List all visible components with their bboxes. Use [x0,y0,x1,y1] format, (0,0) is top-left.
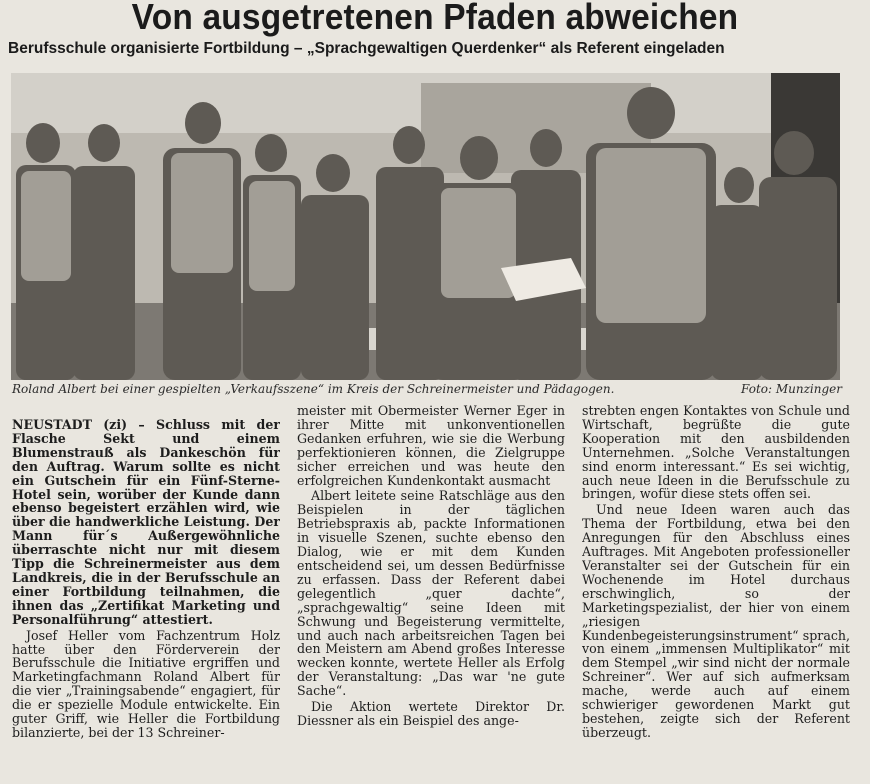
photo-caption: Roland Albert bei einer gespielten „Verkaufsszene“ im Kreis der Schreinermeister und Pädagogen. [12,382,615,396]
body-paragraph: Und neue Ideen waren auch das Thema der Fortbildung, etwa bei den Anregungen für den Abschluss eines Auftrages. Mit Angeboten professioneller Veranstalter sei der Gutschein für ein Wochenende im Hotel durchaus erschwinglich, so der Marketingspezialist, der hier von einem „riesigen Kundenbegeisterungsinstrument“ sprach, von einem „immensen Multiplikator“ mit dem Stempel „wir sind nicht der normale Schreiner“. Wer auf sich aufmerksam mache, werde auch auf einem schwieriger gewordenen Markt gut bestehen, zeigte sich der Referent überzeugt. [582,502,850,740]
article-column-3 [582,404,850,764]
body-paragraph: Die Aktion wertete Direktor Dr. Diessner als ein Beispiel des ange- [297,699,565,728]
article-column-1 [12,418,280,778]
body-paragraph: Albert leitete seine Ratschläge aus den Beispielen in der täglichen Betriebspraxis ab, packte Informationen in visuelle Szenen, suchte ebenso den Dialog, wie er mit dem Kunden entscheidend sei, um dessen Bedürfnisse zu erfassen. Dass der Referent dabei gelegentlich „quer dachte“, „sprachgewaltig“ seine Ideen mit Schwung und Begeisterung vermittelte, und auch nach arbeitsreichen Tagen bei den Meistern am Abend großes Interesse wecken konnte, wertete Heller als Erfolg der Veranstaltung: „Das war 'ne gute Sache“. [297,488,565,699]
article-column-2 [297,404,565,764]
body-paragraph: meister mit Obermeister Werner Eger in ihrer Mitte mit unkonventionellen Gedanken erfuhren, wie sie die Werbung perfektionieren können, die Zielgruppe sicher erreichen und was heute den erfolgreichen Kundenkontakt ausmacht [297,404,565,488]
body-paragraph: Josef Heller vom Fachzentrum Holz hatte über den Förderverein der Berufsschule die Initiative ergriffen und Marketingfachmann Roland Albert für die vier „Trainingsabende“ engagiert, für die er spezielle Module entwickelte. Ein guter Griff, wie Heller die Fortbildung bilanzierte, bei der 13 Schreiner- [12,627,280,740]
photo-credit: Foto: Munzinger [741,382,842,396]
headline: Von ausgetretenen Pfaden abweichen [131,0,739,37]
photo-caption-bar [12,382,842,400]
lead-text: Schluss mit der Flasche Sekt und einem Blumenstrauß als Dankeschön für den Auftrag. Warum sollte es nicht ein Gutschein für ein Fünf-Sterne-Hotel sein, worüber der Kunde dann ebenso begeistert erzählen wird, wie über die handwerkliche Leistung. Der Mann für´s Außergewöhnliche überraschte nicht nur mit diesem Tipp die Schreinermeister aus dem Landkreis, die in der Berufsschule an einer Fortbildung teilnahmen, die ihnen das „Zertifikat Marketing und Personalführung“ attestiert. [12,418,280,627]
lead-paragraph [12,418,280,627]
article-photo [11,73,840,380]
group-photo-illustration [11,73,840,380]
dateline: NEUSTADT (zi) – [12,418,145,432]
body-paragraph: strebten engen Kontaktes von Schule und Wirtschaft, begrüßte die gute Kooperation mit den ausbildenden Unternehmen. „Solche Veranstaltungen sind enorm interessant.“ Es sei wichtig, auch neue Ideen in die Berufsschule zu bringen, wofür diese stets offen sei. [582,404,850,502]
subheadline: Berufsschule organisierte Fortbildung – „Sprachgewaltigen Querdenker“ als Referent eingeladen [8,40,725,57]
